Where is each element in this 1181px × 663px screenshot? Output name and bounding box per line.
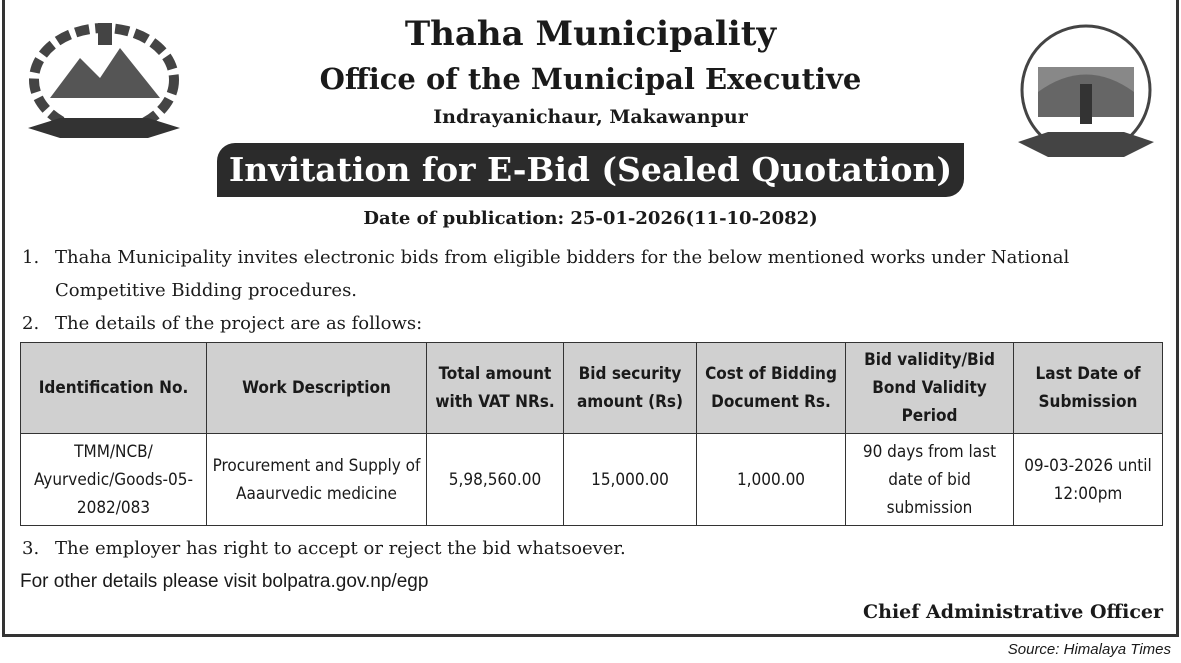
header-validity: Bid validity/Bid Bond Validity Period xyxy=(846,343,1014,434)
other-details-link[interactable]: For other details please visit bolpatra.gov.np/egp xyxy=(20,571,429,592)
cell-id: TMM/NCB/ Ayurvedic/Goods-05-2082/083 xyxy=(21,434,207,526)
office-title: Office of the Municipal Executive xyxy=(319,62,862,96)
notice-banner: Invitation for E-Bid (Sealed Quotation) xyxy=(217,143,964,197)
point-text: The details of the project are as follows: xyxy=(55,313,423,334)
cell-last-date: 09-03-2026 until 12:00pm xyxy=(1014,434,1163,526)
header-bid-security: Bid security amount (Rs) xyxy=(564,343,697,434)
point-number: 3. xyxy=(22,538,40,559)
header-id: Identification No. xyxy=(21,343,207,434)
header-last-date: Last Date of Submission xyxy=(1014,343,1163,434)
point-text: The employer has right to accept or reject the bid whatsoever. xyxy=(55,538,626,559)
cell-validity: 90 days from last date of bid submission xyxy=(846,434,1014,526)
address: Indrayanichaur, Makawanpur xyxy=(433,106,748,128)
signatory: Chief Administrative Officer xyxy=(863,601,1163,623)
source-credit: Source: Himalaya Times xyxy=(1007,641,1171,658)
point-text: Thaha Municipality invites electronic bids from eligible bidders for the below mentioned works under National Competitive Bidding procedures. xyxy=(55,247,1070,301)
point-1 xyxy=(22,241,1164,307)
project-table xyxy=(20,342,1163,526)
table-row xyxy=(21,434,1163,526)
header-description: Work Description xyxy=(207,343,427,434)
header-doc-cost: Cost of Bidding Document Rs. xyxy=(697,343,846,434)
point-2 xyxy=(22,307,1164,340)
publication-date: Date of publication: 25-01-2026(11-10-2082) xyxy=(363,208,818,229)
point-3 xyxy=(22,532,1164,565)
municipality-title: Thaha Municipality xyxy=(404,14,777,54)
point-number: 2. xyxy=(22,313,40,334)
table-header-row xyxy=(21,343,1163,434)
cell-description: Procurement and Supply of Aaaurvedic medicine xyxy=(207,434,427,526)
cell-bid-security: 15,000.00 xyxy=(564,434,697,526)
cell-doc-cost: 1,000.00 xyxy=(697,434,846,526)
point-number: 1. xyxy=(22,247,40,268)
header-total: Total amount with VAT NRs. xyxy=(427,343,564,434)
cell-total: 5,98,560.00 xyxy=(427,434,564,526)
